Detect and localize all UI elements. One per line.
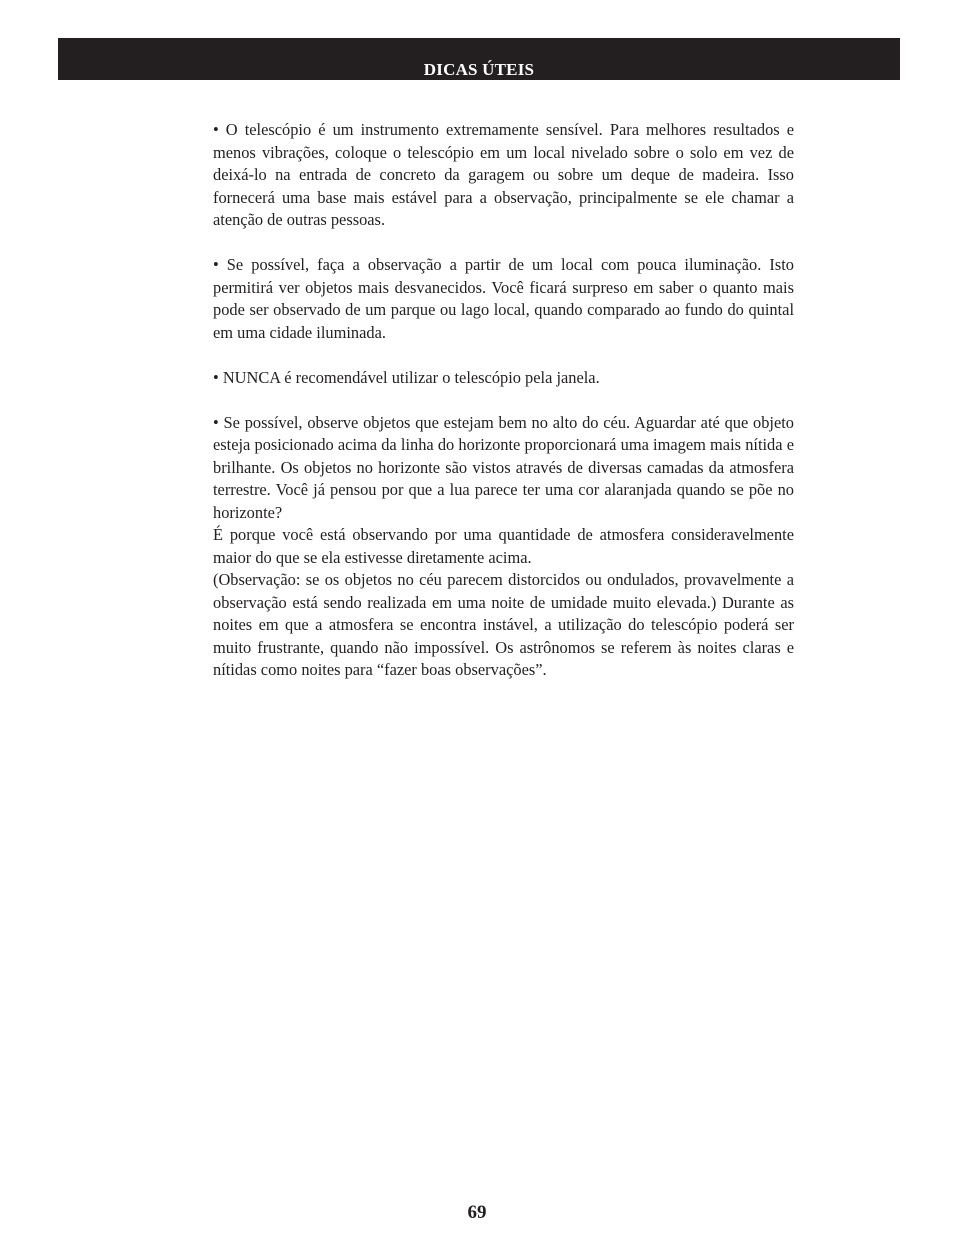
tip-paragraph-window-warning: • NUNCA é recomendável utilizar o telescópio pela janela. bbox=[213, 367, 600, 387]
tip-paragraph-low-light: • Se possível, faça a observação a partir de um local com pouca iluminação. Isto permitirá ver objetos mais desvanecidos. Você ficará surpreso em saber o quanto mais pode ser observado de um parque ou lago local, quando comparado ao fundo do quintal em uma cidade iluminada. bbox=[213, 255, 794, 342]
tip-paragraph-atmosphere: É porque você está observando por uma quantidade de atmosfera consideravelmente maior do que se ela estivesse diretamente acima. bbox=[213, 525, 794, 567]
page-number: 69 bbox=[467, 1202, 487, 1223]
tip-paragraph-humidity-note: (Observação: se os objetos no céu parecem distorcidos ou ondulados, provavelmente a observação está sendo realizada em uma noite de umidade muito elevada.) Durante as noites em que a atmosfera se encontra instável, a utilização do telescópio poderá ser muito frustrante, quando não impossível. Os astrônomos se referem às noites claras e nítidas como noites para “fazer boas observações”. bbox=[213, 570, 794, 679]
tip-paragraph-high-sky: • Se possível, observe objetos que estejam bem no alto do céu. Aguardar até que objeto esteja posicionado acima da linha do horizonte proporcionará uma imagem mais nítida e brilhante. Os objetos no horizonte são vistos através de diversas camadas da atmosfera terrestre. Você já pensou por que a lua parece ter uma cor alaranjada quando se põe no horizonte? bbox=[213, 412, 794, 522]
section-header-bar bbox=[58, 38, 900, 80]
section-title: DICAS ÚTEIS bbox=[423, 60, 535, 79]
body-text bbox=[213, 119, 794, 682]
tip-paragraph-stability: • O telescópio é um instrumento extremamente sensível. Para melhores resultados e menos vibrações, coloque o telescópio em um local nivelado sobre o solo em vez de deixá-lo na entrada de concreto da garagem ou sobre um deque de madeira. Isso fornecerá uma base mais estável para a observação, principalmente se ele chamar a atenção de outras pessoas. bbox=[213, 120, 794, 229]
